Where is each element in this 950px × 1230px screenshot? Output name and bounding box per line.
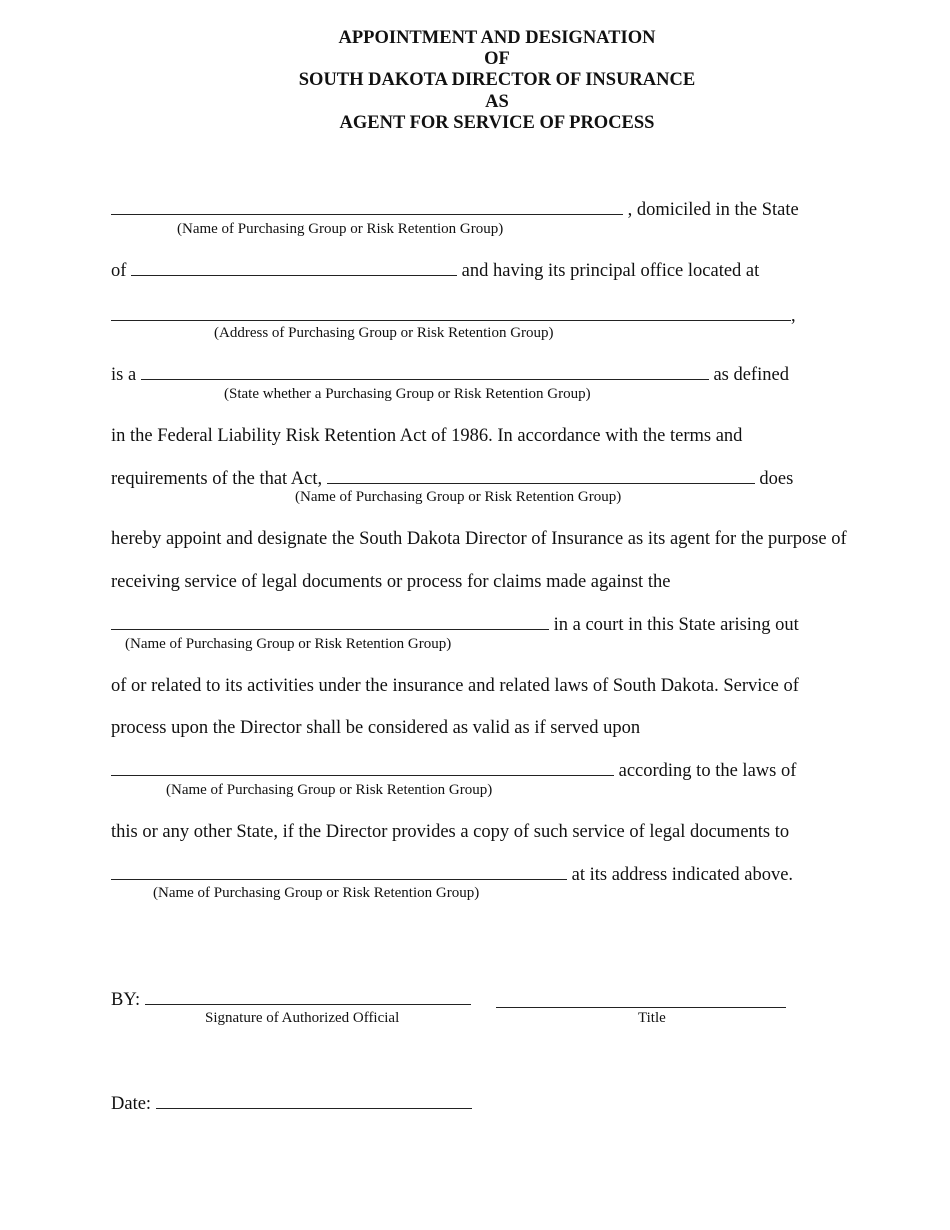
principal-office-text: and having its principal office located at bbox=[461, 261, 760, 281]
address-comma: , bbox=[791, 306, 796, 326]
address-line bbox=[111, 305, 796, 327]
address-field[interactable] bbox=[111, 306, 791, 321]
domiciled-text: , domiciled in the State bbox=[627, 200, 799, 220]
group-name-caption-5: (Name of Purchasing Group or Risk Retention Group) bbox=[153, 885, 480, 901]
header-line-3: SOUTH DAKOTA DIRECTOR OF INSURANCE bbox=[298, 70, 696, 90]
group-name-caption-1: (Name of Purchasing Group or Risk Retention Group) bbox=[177, 221, 504, 237]
date-label: Date: bbox=[111, 1094, 152, 1114]
court-line bbox=[111, 614, 799, 636]
copy-text-line: this or any other State, if the Director provides a copy of such service of legal documents to bbox=[111, 822, 790, 842]
as-defined-text: as defined bbox=[713, 365, 789, 385]
court-text: in a court in this State arising out bbox=[553, 615, 799, 635]
address-above-line bbox=[111, 864, 793, 886]
group-name-caption-3: (Name of Purchasing Group or Risk Retention Group) bbox=[125, 636, 452, 652]
receiving-text-line: receiving service of legal documents or process for claims made against the bbox=[111, 572, 671, 592]
signature-line bbox=[111, 989, 471, 1011]
title-field[interactable] bbox=[496, 993, 786, 1008]
group-name-field-5[interactable] bbox=[111, 865, 567, 880]
requirements-text: requirements of the that Act, bbox=[111, 469, 323, 489]
state-field[interactable] bbox=[131, 261, 457, 276]
group-type-line bbox=[111, 364, 789, 386]
group-name-caption-2: (Name of Purchasing Group or Risk Retention Group) bbox=[295, 489, 622, 505]
act-text-line: in the Federal Liability Risk Retention Act of 1986. In accordance with the terms and bbox=[111, 426, 743, 446]
header-line-5: AGENT FOR SERVICE OF PROCESS bbox=[339, 113, 655, 133]
state-line bbox=[111, 260, 759, 282]
requirements-line bbox=[111, 468, 793, 490]
signature-caption: Signature of Authorized Official bbox=[205, 1010, 400, 1026]
laws-text: according to the laws of bbox=[618, 761, 797, 781]
title-caption: Title bbox=[638, 1010, 666, 1026]
group-name-field-4[interactable] bbox=[111, 761, 614, 776]
signature-field[interactable] bbox=[145, 990, 471, 1005]
date-field[interactable] bbox=[156, 1094, 472, 1109]
header-line-1: APPOINTMENT AND DESIGNATION bbox=[338, 28, 656, 48]
of-text: of bbox=[111, 261, 127, 281]
laws-line bbox=[111, 760, 796, 782]
address-caption: (Address of Purchasing Group or Risk Retention Group) bbox=[214, 325, 554, 341]
group-name-field-3[interactable] bbox=[111, 615, 549, 630]
group-name-caption-4: (Name of Purchasing Group or Risk Retention Group) bbox=[166, 782, 493, 798]
group-type-field[interactable] bbox=[141, 365, 709, 380]
group-name-line-1 bbox=[111, 199, 799, 221]
is-a-text: is a bbox=[111, 365, 137, 385]
group-type-caption: (State whether a Purchasing Group or Risk Retention Group) bbox=[224, 386, 591, 402]
does-text: does bbox=[759, 469, 794, 489]
appoint-text-line: hereby appoint and designate the South Dakota Director of Insurance as its agent for the purpose of bbox=[111, 529, 847, 549]
activities-text-line: of or related to its activities under the insurance and related laws of South Dakota. Service of bbox=[111, 676, 799, 696]
header-line-2: OF bbox=[484, 49, 510, 69]
group-name-field-2[interactable] bbox=[327, 469, 755, 484]
header-line-4: AS bbox=[485, 92, 509, 112]
date-line bbox=[111, 1093, 472, 1115]
group-name-field-1[interactable] bbox=[111, 200, 623, 215]
process-text-line: process upon the Director shall be considered as valid as if served upon bbox=[111, 718, 641, 738]
address-above-text: at its address indicated above. bbox=[571, 865, 794, 885]
by-label: BY: bbox=[111, 990, 141, 1010]
